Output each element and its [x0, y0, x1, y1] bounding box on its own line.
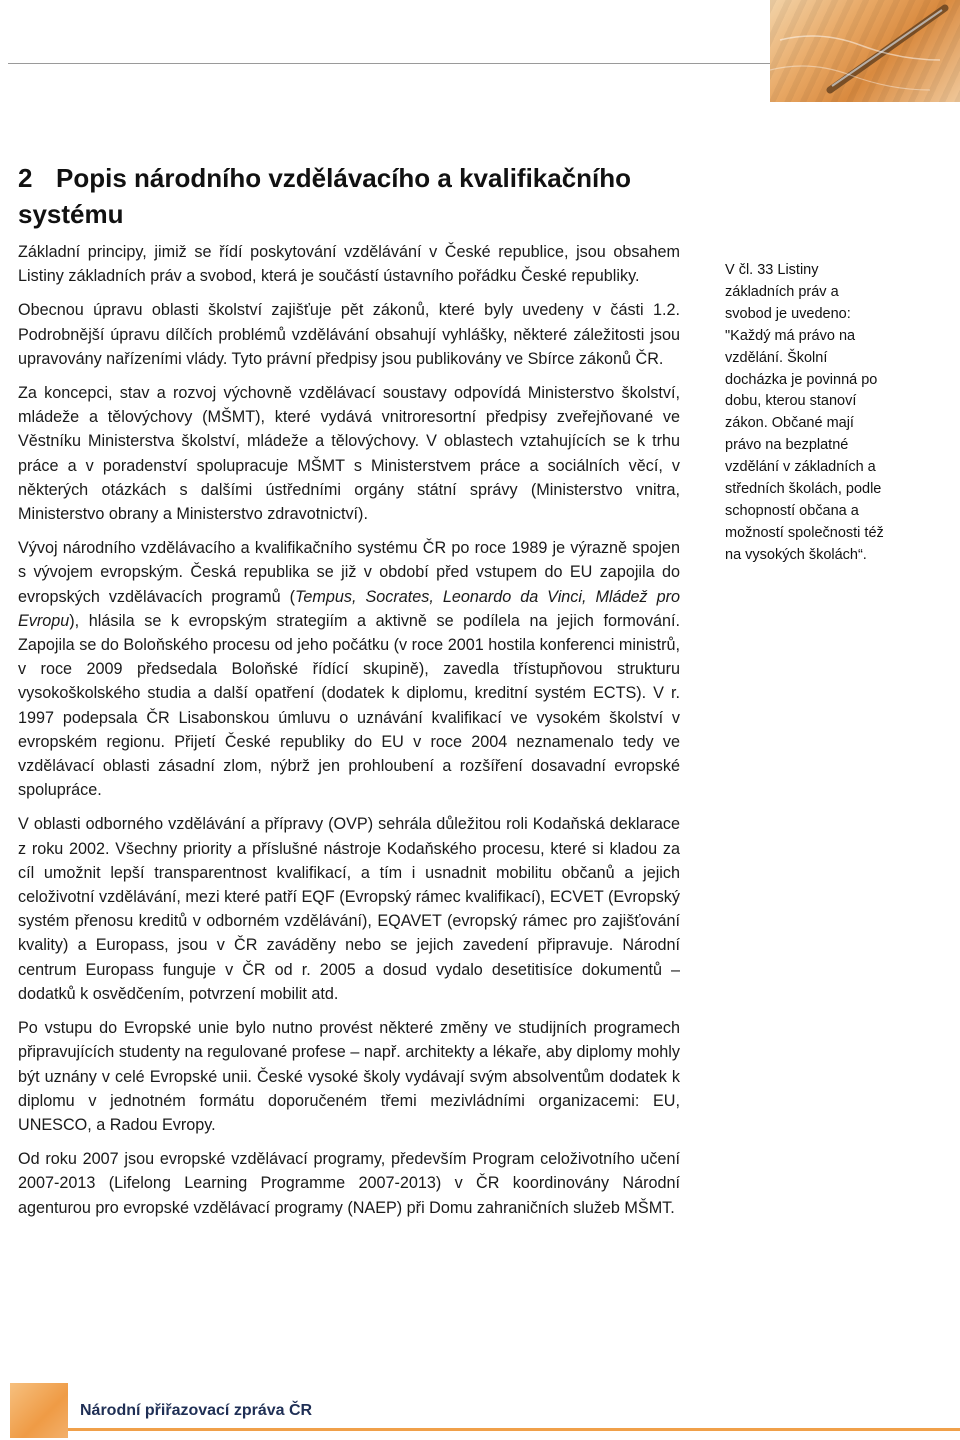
- programs-list: Tempus, Socrates, Leonardo da Vinci, Mládež pro Evropu: [18, 587, 680, 630]
- paragraph-5: V oblasti odborného vzdělávání a přípravy (OVP) sehrála důležitou roli Kodaňská deklarace z roku 2002. Všechny priority a příslušné nástroje Kodaňského procesu, které si kladou za cíl umožnit lepší transparentnost kvalifikací, a tím i usnadnit mobilitu občanů a jejich celoživotní vzdělávání, mezi které patří EQF (Evropský rámec kvalifikací), ECVET (Evropský systém přenosu kreditů v odborném vzdělávání), EQAVET (evropský rámec pro zajišťování kvality) a Europass, jsou v ČR zaváděny nebo se jejich zavedení připravuje. Národní centrum Europass funguje v ČR od r. 2005 a dosud vydalo desetitisíce dokumentů – dodatků k osvědčením, potvrzení mobilit atd.: [18, 815, 680, 1003]
- paragraph-4-part-a: Vývoj národního vzdělávacího a kvalifikačního systému ČR po roce 1989 je výrazně spojen s vývojem evropským. Česká republika se již v období před vstupem do EU zapojila do evropských vzdělávacích programů (: [18, 539, 680, 606]
- footer-accent-square: [10, 1383, 68, 1438]
- paragraph-6: Po vstupu do Evropské unie bylo nutno provést některé změny ve studijních programech připravujících studenty na regulované profese – např. architekty a lékaře, aby diplomy mohly být uznány v celé Evropské unii. České vysoké školy vydávají svým absolventům dodatek k diplomu v jednotném formátu doporučeném třemi mezivládními organizacemi: EU, UNESCO, a Radou Evropy.: [18, 1019, 680, 1134]
- footer-label: Národní přiřazovací zpráva ČR: [80, 1402, 313, 1419]
- pen-on-paper-image: [770, 0, 960, 102]
- main-text: [18, 240, 680, 1230]
- paragraph-2: Obecnou úpravu oblasti školství zajišťuje pět zákonů, které byly uvedeny v části 1.2. Podrobnější úpravu dílčích problémů vzdělávání obsahují vyhlášky, některé záležitosti jsou upravovány nařízeními vlády. Tyto právní předpisy jsou publikovány ve Sbírce zákonů ČR.: [18, 301, 680, 368]
- section-heading: [18, 160, 680, 232]
- section-title: Popis národního vzdělávacího a kvalifikačního systému: [18, 163, 632, 229]
- header-photo: [770, 0, 960, 102]
- footer-rule: [68, 1428, 960, 1431]
- paragraph-7: Od roku 2007 jsou evropské vzdělávací programy, především Program celoživotního učení 2007-2013 (Lifelong Learning Programme 2007-2013) v ČR koordinovány Národní agenturou pro evropské vzdělávací programy (NAEP) při Domu zahraničních služeb MŠMT.: [18, 1150, 680, 1217]
- margin-note: V čl. 33 Listiny základních práv a svobod je uvedeno: "Každý má právo na vzdělání. Školní docházka je povinná po dobu, kterou stanoví zákon. Občané mají právo na bezplatné vzdělání v základních a středních školách, podle schopností občana a možností společnosti též na vysokých školách“.: [725, 262, 884, 563]
- paragraph-3: Za koncepci, stav a rozvoj výchovně vzdělávací soustavy odpovídá Ministerstvo školství, mládeže a tělovýchovy (MŠMT), které vydává vnitroresortní předpisy zveřejňované ve Věstníku Ministerstva školství, mládeže a tělovýchovy. V oblastech vztahujících se k trhu práce a v poradenství spolupracuje MŠMT s Ministerstvem práce a sociálních věcí, v některých otázkách s dalšími ústředními orgány státní správy (Ministerstvo vnitra, Ministerstvo obrany a Ministerstvo zdravotnictví).: [18, 384, 680, 524]
- section-number: 2: [18, 163, 33, 193]
- header-rule: [8, 63, 770, 64]
- paragraph-4: [18, 536, 680, 802]
- paragraph-1: Základní principy, jimiž se řídí poskytování vzdělávání v České republice, jsou obsahem Listiny základních práv a svobod, která je součástí ústavního pořádku České republiky.: [18, 243, 680, 286]
- paragraph-4-part-b: ), hlásila se k evropským strategiím a aktivně se podílela na jejich formování. Zapojila se do Boloňského procesu od jeho počátku (v roce 2001 hostila konferenci ministrů, v roce 2009 předsedala Boloňské řídící skupině), zavedla třístupňovou strukturu vysokoškolského studia a další opatření (dodatek k diplomu, kreditní systém ECTS). V r. 1997 podepsala ČR Lisabonskou úmluvu o uznávání kvalifikací ve vysokém školství v evropském regionu. Přijetí České republiky do EU v roce 2004 neznamenalo tedy ve vzdělávací oblasti zásadní zlom, nýbrž jen prohloubení a rozšíření dosavadní evropské spolupráce.: [18, 611, 680, 800]
